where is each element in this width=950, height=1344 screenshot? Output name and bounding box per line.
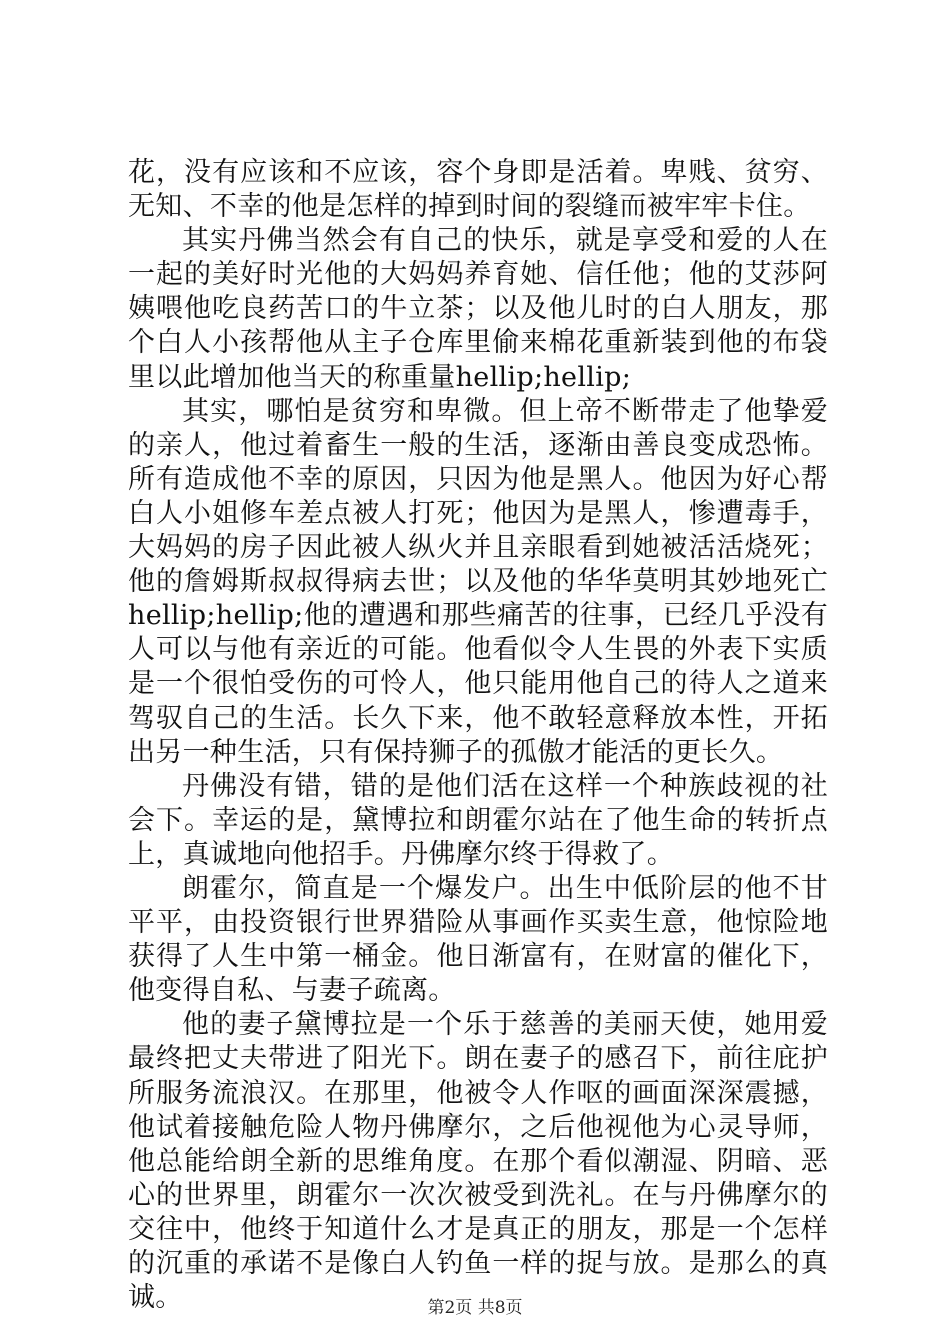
paragraph-6: 他的妻子黛博拉是一个乐于慈善的美丽天使，她用爱最终把丈夫带进了阳光下。朗在妻子的感召下，前往庇护所服务流浪汉。在那里，他被令人作呕的画面深深震撼，他试着接触危险人物丹佛摩尔，之后他视他为心灵导师，他总能给朗全新的思维角度。在那个看似潮湿、阴暗、恶心的世界里，朗霍尔一次次被受到洗礼。在与丹佛摩尔的交往中，他终于知道什么才是真正的朋友，那是一个怎样的沉重的承诺不是像白人钓鱼一样的捉与放。是那么的真诚。 (128, 1009, 828, 1314)
paragraph-2: 其实丹佛当然会有自己的快乐，就是享受和爱的人在一起的美好时光他的大妈妈养育她、信任他；他的艾莎阿姨喂他吃良药苦口的牛立茶；以及他儿时的白人朋友，那个白人小孩帮他从主子仓库里偷来棉花重新装到他的布袋里以此增加他当天的称重量hellip;hellip; (128, 225, 828, 393)
paragraph-1: 花，没有应该和不应该，容个身即是活着。卑贱、贫穷、无知、不幸的他是怎样的掉到时间的裂缝而被牢牢卡住。 (128, 157, 828, 223)
body-text (128, 156, 828, 1315)
paragraph-4: 丹佛没有错，错的是他们活在这样一个种族歧视的社会下。幸运的是，黛博拉和朗霍尔站在了他生命的转折点上，真诚地向他招手。丹佛摩尔终于得救了。 (128, 770, 828, 870)
paragraph-3: 其实，哪怕是贫穷和卑微。但上帝不断带走了他挚爱的亲人，他过着畜生一般的生活，逐渐由善良变成恐怖。所有造成他不幸的原因，只因为他是黑人。他因为好心帮白人小姐修车差点被人打死；他因为是黑人，惨遭毒手，大妈妈的房子因此被人纵火并且亲眼看到她被活活烧死；他的詹姆斯叔叔得病去世；以及他的华华莫明其妙地死亡hellip;hellip;他的遭遇和那些痛苦的往事，已经几乎没有人可以与他有亲近的可能。他看似令人生畏的外表下实质是一个很怕受伤的可怜人，他只能用他自己的待人之道来驾驭自己的生活。长久下来，他不敢轻意释放本性，开拓出另一种生活，只有保持狮子的孤傲才能活的更长久。 (128, 395, 828, 768)
page-number-footer: 第2页 共8页 (427, 1298, 523, 1318)
paragraph-5: 朗霍尔，简直是一个爆发户。出生中低阶层的他不甘平平，由投资银行世界猎险从事画作买卖生意，他惊险地获得了人生中第一桶金。他日渐富有，在财富的催化下，他变得自私、与妻子疏离。 (128, 872, 828, 1007)
